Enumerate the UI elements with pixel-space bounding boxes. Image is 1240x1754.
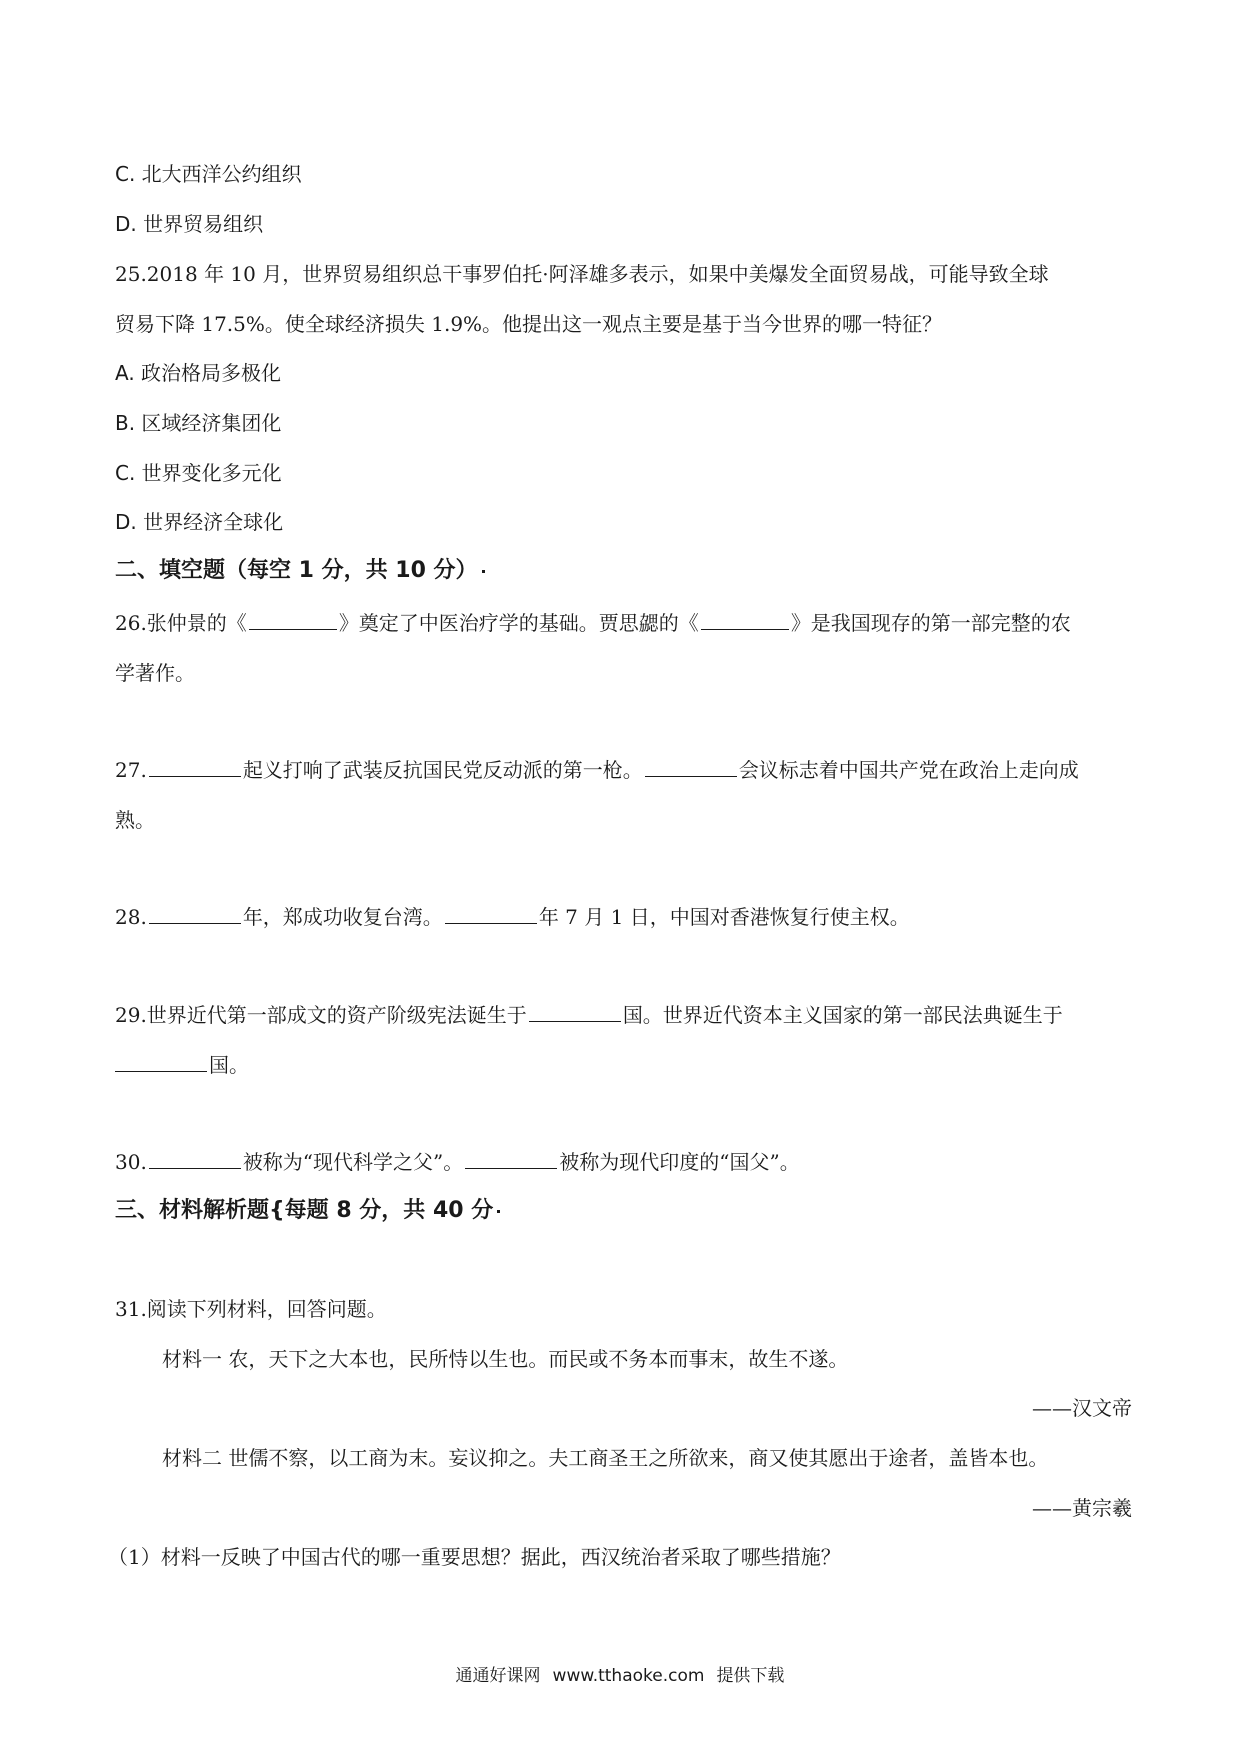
footer-site-name: 通通好课网 bbox=[455, 1666, 541, 1686]
question-31-stem: 31.阅读下列材料，回答问题。 bbox=[115, 1297, 387, 1321]
option-c: C. 北大西洋公约组织 bbox=[115, 162, 302, 186]
text-segment: 30. bbox=[115, 1150, 147, 1174]
text-segment: 》是我国现存的第一部完整的农 bbox=[790, 611, 1071, 635]
option-b: B. 区域经济集团化 bbox=[115, 411, 282, 435]
question-30 bbox=[115, 1148, 800, 1176]
question-25-stem-line1: 25.2018 年 10 月，世界贸易组织总干事罗伯托·阿泽雄多表示，如果中美爆发全面贸易战，可能导致全球 bbox=[115, 262, 1049, 286]
question-27-line1 bbox=[115, 756, 1079, 784]
question-29-line2 bbox=[115, 1051, 249, 1079]
question-26-line1 bbox=[115, 609, 1071, 637]
option-a: A. 政治格局多极化 bbox=[115, 361, 282, 385]
question-28 bbox=[115, 903, 910, 931]
section-title: 二、填空题（每空 1 分，共 10 分） bbox=[115, 558, 478, 583]
text-segment: 会议标志着中国共产党在政治上走向成 bbox=[738, 758, 1079, 782]
material-1: 材料一 农，天下之大本也，民所恃以生也。而民或不务本而事末，故生不遂。 bbox=[162, 1347, 849, 1371]
text-segment: 29.世界近代第一部成文的资产阶级宪法诞生于 bbox=[115, 1003, 527, 1027]
page-footer bbox=[0, 1664, 1240, 1688]
text-segment: 国。 bbox=[209, 1053, 249, 1077]
section-heading-fill-in bbox=[115, 557, 485, 585]
text-segment: 27. bbox=[115, 758, 147, 782]
text-segment: 》奠定了中医治疗学的基础。贾思勰的《 bbox=[338, 611, 699, 635]
option-c: C. 世界变化多元化 bbox=[115, 461, 282, 485]
answer-blank[interactable] bbox=[115, 1053, 207, 1072]
question-31-sub1: （1）材料一反映了中国古代的哪一重要思想？据此，西汉统治者采取了哪些措施？ bbox=[108, 1545, 841, 1569]
text-segment: 起义打响了武装反抗国民党反动派的第一枪。 bbox=[242, 758, 643, 782]
text-segment: 26.张仲景的《 bbox=[115, 611, 247, 635]
answer-blank[interactable] bbox=[465, 1150, 557, 1169]
question-29-line1 bbox=[115, 1001, 1063, 1029]
option-d: D. 世界经济全球化 bbox=[115, 510, 284, 534]
answer-blank[interactable] bbox=[529, 1003, 621, 1022]
answer-blank[interactable] bbox=[149, 758, 241, 777]
text-segment: 国。世界近代资本主义国家的第一部民法典诞生于 bbox=[622, 1003, 1063, 1027]
material-1-source: ——汉文帝 bbox=[1032, 1396, 1132, 1420]
text-segment: 年 7 月 1 日，中国对香港恢复行使主权。 bbox=[538, 905, 910, 929]
answer-blank[interactable] bbox=[149, 1150, 241, 1169]
answer-blank[interactable] bbox=[249, 611, 337, 630]
answer-blank[interactable] bbox=[701, 611, 789, 630]
question-27-line2: 熟。 bbox=[115, 808, 155, 832]
question-26-line2: 学著作。 bbox=[115, 661, 195, 685]
material-2-source: ——黄宗羲 bbox=[1032, 1496, 1132, 1520]
section-title: 三、材料解析题{每题 8 分，共 40 分 bbox=[115, 1198, 494, 1223]
stray-mark bbox=[497, 1210, 500, 1213]
section-heading-material-analysis bbox=[115, 1197, 500, 1225]
material-2: 材料二 世儒不察，以工商为末。妄议抑之。夫工商圣王之所欲来，商又使其愿出于途者，盖皆本也。 bbox=[162, 1446, 1049, 1470]
text-segment: 被称为“现代科学之父”。 bbox=[242, 1150, 464, 1174]
answer-blank[interactable] bbox=[645, 758, 737, 777]
question-25-stem-line2: 贸易下降 17.5%。使全球经济损失 1.9%。他提出这一观点主要是基于当今世界的哪一特征？ bbox=[115, 312, 943, 336]
text-segment: 被称为现代印度的“国父”。 bbox=[559, 1150, 800, 1174]
text-segment: 年，郑成功收复台湾。 bbox=[242, 905, 443, 929]
answer-blank[interactable] bbox=[149, 905, 241, 924]
stray-mark bbox=[482, 570, 485, 573]
footer-url[interactable]: www.tthaoke.com bbox=[552, 1666, 705, 1686]
footer-action: 提供下载 bbox=[716, 1666, 785, 1686]
option-d: D. 世界贸易组织 bbox=[115, 212, 264, 236]
answer-blank[interactable] bbox=[445, 905, 537, 924]
text-segment: 28. bbox=[115, 905, 147, 929]
